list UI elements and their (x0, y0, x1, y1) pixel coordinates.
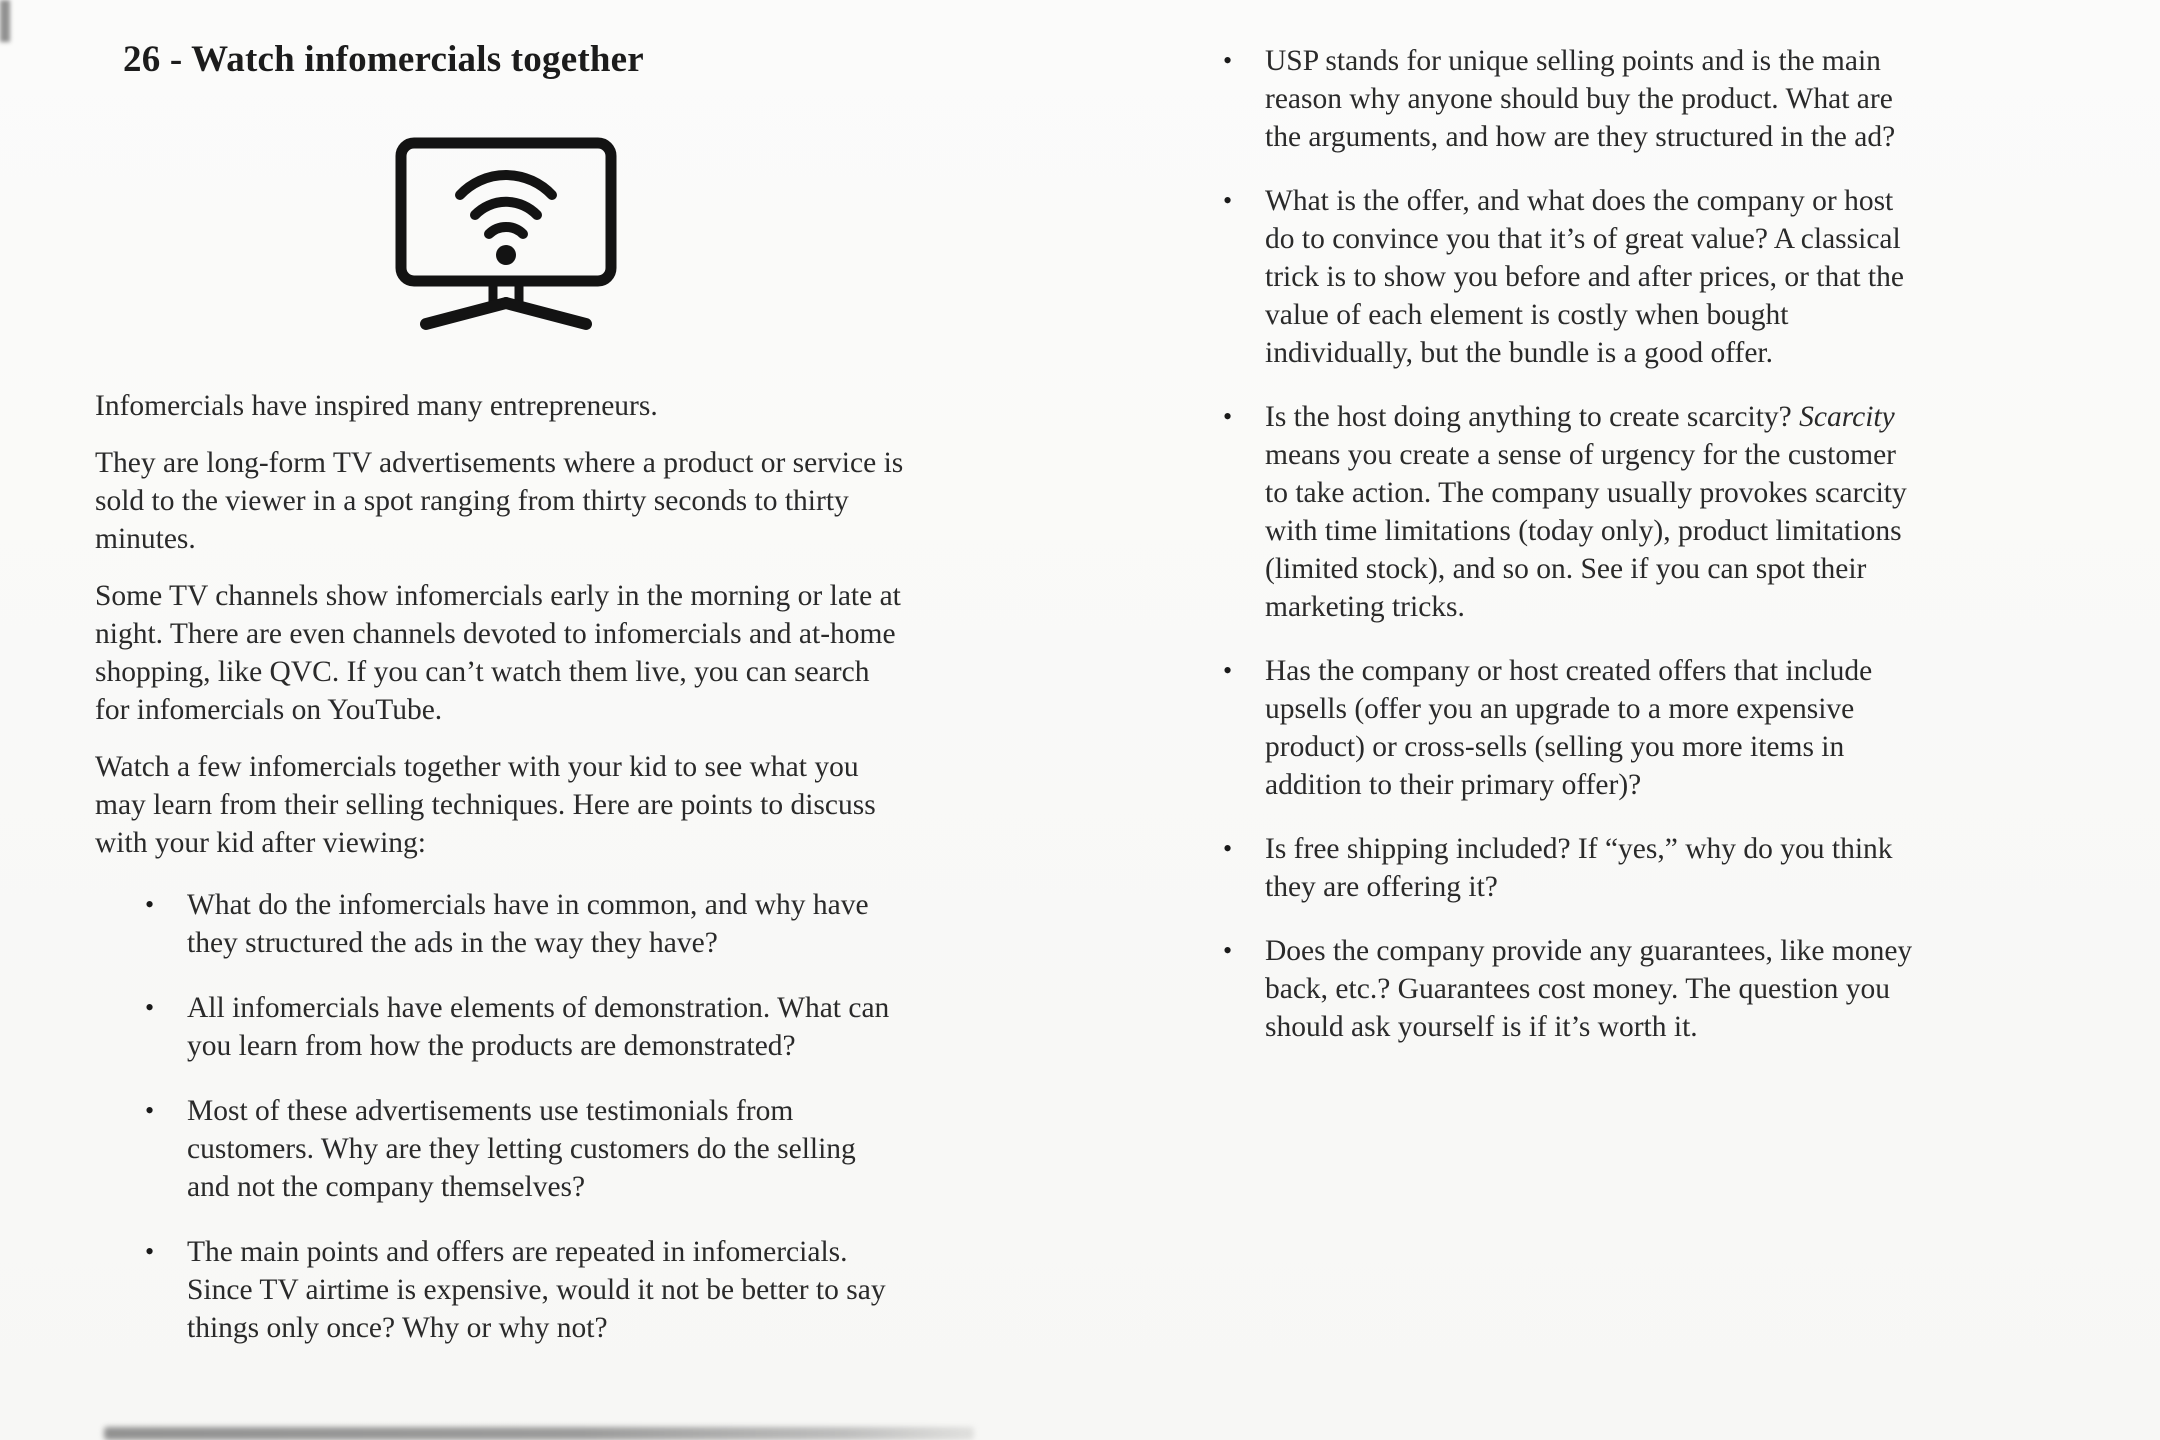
bullet-icon: • (1223, 186, 1233, 215)
intro-text (95, 387, 905, 862)
discussion-points-list (95, 886, 905, 1347)
bullet-icon: • (145, 993, 155, 1022)
bullet-icon: • (145, 1096, 155, 1125)
bullet-text-segment: means you create a sense of urgency for the customer to take action. The company usually provokes scarcity with time limitations (today only), product limitations (limited stock), and so on. See if you can spot their marketing tricks. (1265, 439, 1907, 623)
bullet-icon: • (145, 1237, 155, 1266)
bullet-icon: • (1223, 656, 1233, 685)
bullet-icon: • (145, 890, 155, 919)
list-item (1223, 652, 1915, 804)
cut-off-text-line-artifact (104, 1427, 974, 1440)
bullet-text: Does the company provide any guarantees, like money back, etc.? Guarantees cost money. The question you should ask yourself is if it’s worth it. (1265, 935, 1913, 1043)
bullet-text-segment: Is the host doing anything to create scarcity? (1265, 401, 1800, 433)
paragraph: Watch a few infomercials together with your kid to see what you may learn from their selling techniques. Here are points to discuss with your kid after viewing: (95, 751, 876, 859)
bullet-text: Most of these advertisements use testimonials from customers. Why are they letting customers do the selling and not the company themselves? (187, 1095, 856, 1203)
list-item (1223, 42, 1915, 156)
bullet-text: All infomercials have elements of demonstration. What can you learn from how the products are demonstrated? (187, 992, 890, 1062)
paragraph: Some TV channels show infomercials early in the morning or late at night. There are even channels devoted to infomercials and at-home shopping, like QVC. If you can’t watch them live, you can search for infomercials on YouTube. (95, 580, 901, 726)
tv-wifi-icon (390, 133, 622, 341)
list-item (1223, 398, 1915, 626)
list-item (95, 1092, 905, 1206)
bullet-text: The main points and offers are repeated in infomercials. Since TV airtime is expensive, would it not be better to say things only once? Why or why not? (187, 1236, 886, 1344)
list-item (95, 1233, 905, 1347)
bullet-text: Is free shipping included? If “yes,” why do you think they are offering it? (1265, 833, 1893, 903)
bullet-icon: • (1223, 834, 1233, 863)
paragraph: They are long-form TV advertisements where a product or service is sold to the viewer in a spot ranging from thirty seconds to thirty minutes. (95, 447, 904, 555)
bullet-text: USP stands for unique selling points and is the main reason why anyone should buy the product. What are the arguments, and how are they structured in the ad? (1265, 45, 1896, 153)
bullet-icon: • (1223, 46, 1233, 75)
left-column (95, 28, 905, 1374)
list-item (95, 886, 905, 962)
bullet-text: What do the infomercials have in common, and why have they structured the ads in the way they have? (187, 889, 869, 959)
scarcity-italic-term: Scarcity (1799, 401, 1895, 433)
list-item (1223, 830, 1915, 906)
bullet-text: Has the company or host created offers that include upsells (offer you an upgrade to a more expensive product) or cross-sells (selling you more items in addition to their primary offer)? (1265, 655, 1873, 801)
bullet-text: What is the offer, and what does the company or host do to convince you that it’s of great value? A classical trick is to show you before and after prices, or that the value of each element is costly when bought individually, but the bundle is a good offer. (1265, 185, 1904, 369)
selling-techniques-list (1223, 42, 1915, 1046)
page-title: 26 - Watch infomercials together (123, 39, 644, 80)
bullet-text-scarcity (1265, 398, 1915, 626)
list-item (95, 989, 905, 1065)
list-item (1223, 182, 1915, 372)
paragraph: Infomercials have inspired many entrepreneurs. (95, 390, 658, 422)
right-column (1223, 42, 1915, 1072)
bullet-icon: • (1223, 936, 1233, 965)
list-item (1223, 932, 1915, 1046)
scan-edge-artifact (0, 0, 10, 42)
bullet-icon: • (1223, 402, 1233, 431)
